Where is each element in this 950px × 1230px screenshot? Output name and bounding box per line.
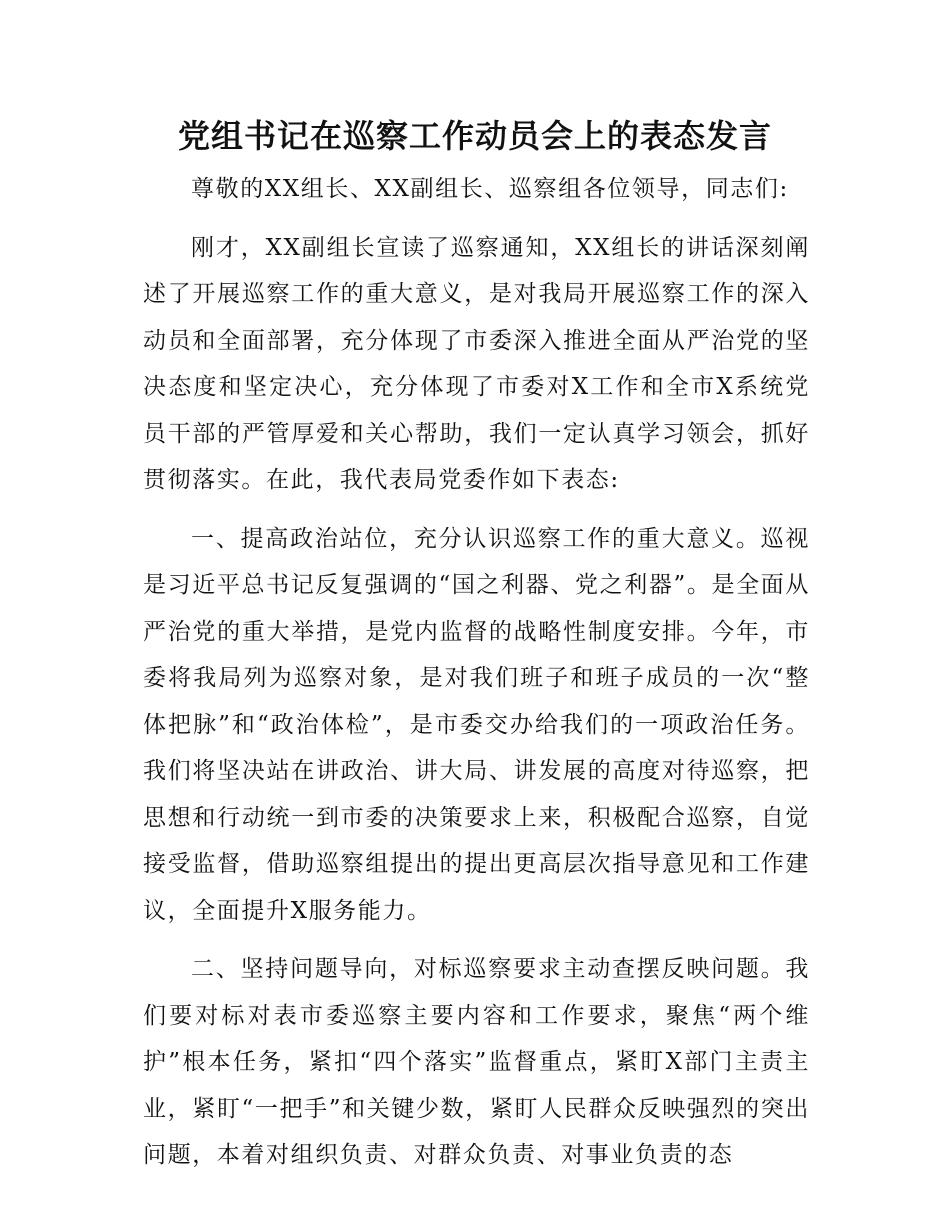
salutation-paragraph: 尊敬的XX组长、XX副组长、巡察组各位领导，同志们: — [191, 176, 789, 202]
opening-paragraph: 刚才，XX副组长宣读了巡察通知，XX组长的讲话深刻阐述了开展巡察工作的重大意义，是对我局开展巡察工作的深入动员和全面部署，充分体现了市委深入推进全面从严治党的坚决态度和坚定决心，充分体现了市委对X工作和全市X系统党员干部的严管厚爱和关心帮助，我们一定认真学习领会，抓好贯彻落实。在此，我代表局党委作如下表态: — [143, 234, 810, 493]
document-body — [143, 166, 810, 1191]
section-one-paragraph: 一、提高政治站位，充分认识巡察工作的重大意义。巡视是习近平总书记反复强调的“国之利器、党之利器”。是全面从严治党的重大举措，是党内监督的战略性制度安排。今年，市委将我局列为巡察对象，是对我们班子和班子成员的一次“整体把脉”和“政治体检”，是市委交办给我们的一项政治任务。我们将坚决站在讲政治、讲大局、讲发展的高度对待巡察，把思想和行动统一到市委的决策要求上来，积极配合巡察，自觉接受监督，借助巡察组提出的提出更高层次指导意见和工作建议，全面提升X服务能力。 — [143, 525, 810, 924]
document-title: 党组书记在巡察工作动员会上的表态发言 — [177, 117, 772, 155]
section-two-paragraph: 二、坚持问题导向，对标巡察要求主动查摆反映问题。我们要对标对表市委巡察主要内容和工作要求，聚焦“两个维护”根本任务，紧扣“四个落实”监督重点，紧盯X部门主责主业，紧盯“一把手”和关键少数，紧盯人民群众反映强烈的突出问题，本着对组织负责、对群众负责、对事业负责的态 — [143, 956, 810, 1168]
